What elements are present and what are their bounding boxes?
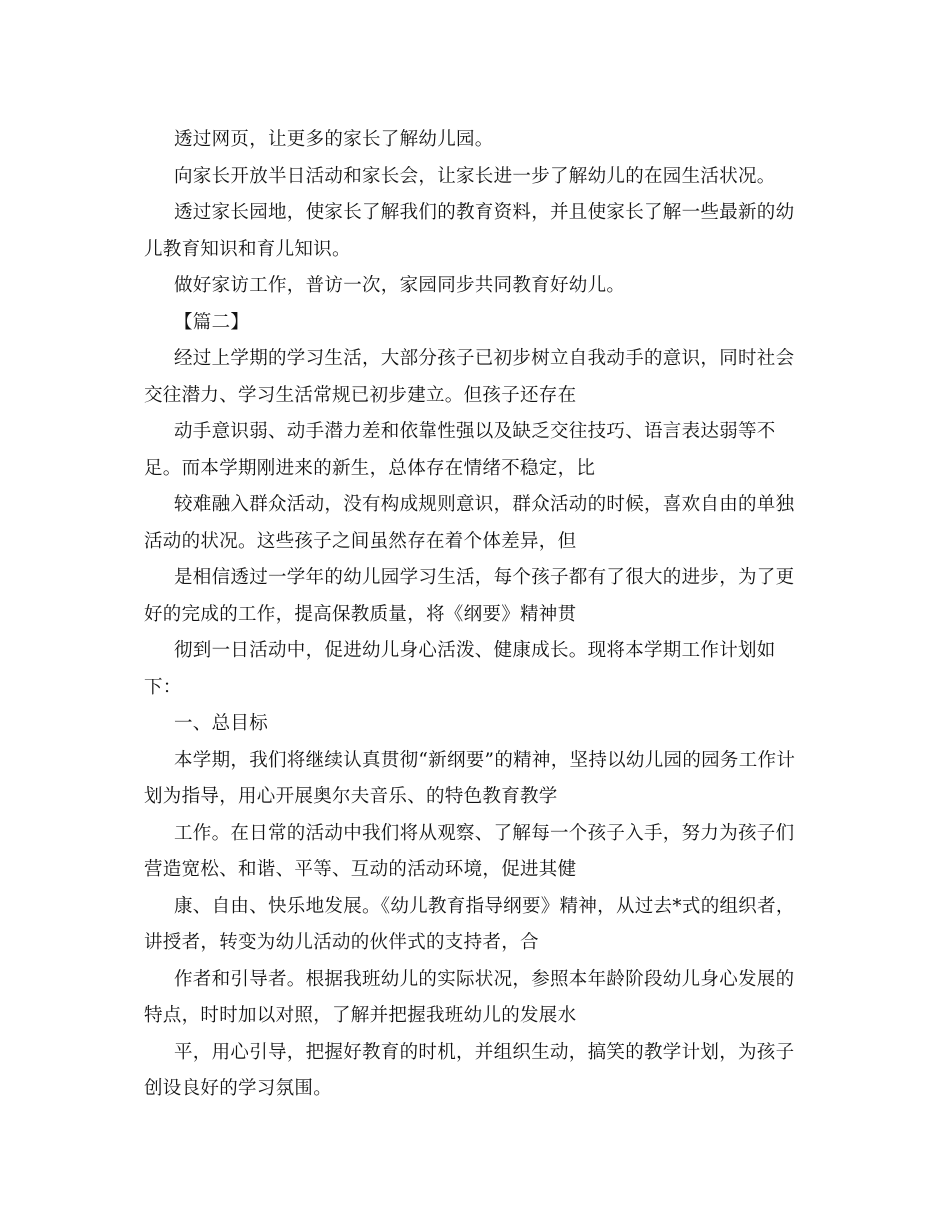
text-line: 透过网页，让更多的家长了解幼儿园。 bbox=[174, 129, 494, 150]
text-line: 平，用心引导，把握好教育的时机，并组织生动，搞笑的教学计划，为孩子 bbox=[174, 1041, 795, 1063]
text-line: 向家长开放半日活动和家长会，让家长进一步了解幼儿的在园生活状况。 bbox=[174, 165, 776, 187]
text-line: 划为指导，用心开展奥尔夫音乐、的特色教育教学 bbox=[144, 786, 558, 807]
text-line: 好的完成的工作，提高保教质量，将《纲要》精神贯 bbox=[144, 603, 577, 625]
text-line: 动手意识弱、动手潜力差和依靠性强以及缺乏交往技巧、语言表达弱等不 bbox=[174, 421, 776, 442]
text-line: 足。而本学期刚进来的新生，总体存在情绪不稳定，比 bbox=[144, 457, 596, 479]
text-line: 工作。在日常的活动中我们将从观察、了解每一个孩子入手，努力为孩子们 bbox=[174, 822, 795, 844]
text-line: 较难融入群众活动，没有构成规则意识，群众活动的时候，喜欢自由的单独 bbox=[174, 494, 795, 515]
text-line: 下： bbox=[144, 676, 182, 698]
text-line: 交往潜力、学习生活常规已初步建立。但孩子还存在 bbox=[144, 384, 577, 406]
text-line: 透过家长园地，使家长了解我们的教育资料，并且使家长了解一些最新的幼 bbox=[174, 202, 795, 223]
text-line: 康、自由、快乐地发展。《幼儿教育指导纲要》精神，从过去*式的组织者， bbox=[174, 895, 795, 917]
text-line: 做好家访工作，普访一次，家园同步共同教育好幼儿。 bbox=[174, 275, 626, 296]
text-line: 创设良好的学习氛围。 bbox=[144, 1078, 333, 1099]
text-line: 本学期，我们将继续认真贯彻“新纲要”的精神，坚持以幼儿园的园务工作计 bbox=[174, 749, 796, 771]
paragraph-home-visit-section bbox=[144, 122, 804, 1108]
text-line: 营造宽松、和谐、平等、互动的活动环境，促进其健 bbox=[144, 859, 577, 880]
text-line: 活动的状况。这些孩子之间虽然存在着个体差异，但 bbox=[144, 530, 577, 552]
text-line: 儿教育知识和育儿知识。 bbox=[144, 238, 351, 260]
text-line: 是相信透过一学年的幼儿园学习生活，每个孩子都有了很大的进步，为了更 bbox=[174, 567, 795, 588]
subsection-heading: 一、总目标 bbox=[174, 713, 269, 734]
document-body bbox=[144, 122, 804, 1108]
text-line: 彻到一日活动中，促进幼儿身心活泼、健康成长。现将本学期工作计划如 bbox=[174, 640, 776, 661]
text-line: 作者和引导者。根据我班幼儿的实际状况，参照本年龄阶段幼儿身心发展的 bbox=[174, 968, 795, 990]
text-line: 讲授者，转变为幼儿活动的伙伴式的支持者，合 bbox=[144, 932, 539, 953]
section-heading: 【篇二】 bbox=[174, 311, 250, 333]
text-line: 特点，时时加以对照，了解并把握我班幼儿的发展水 bbox=[144, 1005, 577, 1026]
text-line: 经过上学期的学习生活，大部分孩子已初步树立自我动手的意识，同时社会 bbox=[174, 348, 795, 369]
